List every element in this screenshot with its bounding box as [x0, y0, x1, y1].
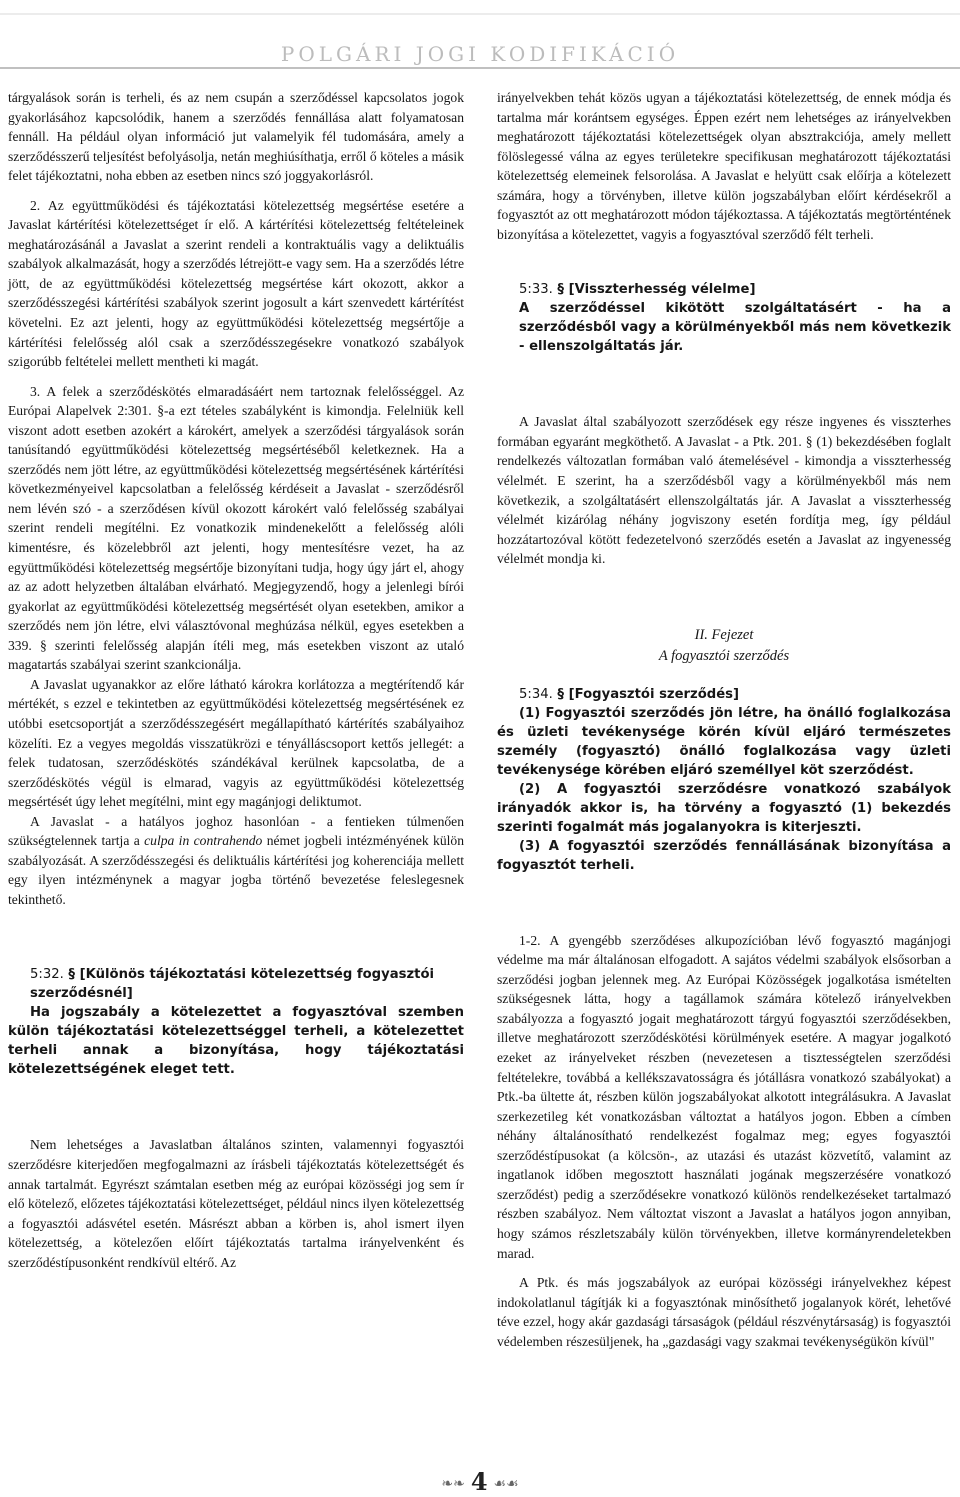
section-heading-5-32: [8, 965, 464, 1003]
section-title: § [Fogyasztói szerződés]: [557, 686, 740, 702]
paragraph: A Ptk. és más jogszabályok az európai közösségi irányelvekhez képest indokolatlanul tágítják ki a fogyasztónak minősíthető jogalanyok körét, lehetővé téve ezzel, hogy akár gazdasági társaságok (például részvénytársaság) is fogyasztói védelemben részesüljenek, ha „gazdasági vagy szakmai tevékenységükön kívül": [497, 1275, 951, 1349]
masthead: [0, 0, 960, 72]
chapter-title: A fogyasztói szerződés: [658, 647, 790, 664]
paragraph: irányelvekben tehát közös ugyan a tájékoztatási kötelezettség, de ennek módja és tartalma már korántsem egységes. Éppen ezért nem lehetséges az irányelvekben meghatározott tájékoztatási kötelezettségek olyan absztrakciója, amely mellett fölöslegessé válna az egyes területekre specifikusan meghatározott tájékoztatási kötelezettség elemeinek felsorolása. A Javaslat e helyütt csak előírja a kötelezett számára, hogy a törvényben, illetve külön jogszabályban előírt kérdésekről a fogyasztót az ott meghatározott módon tájékoztassa. A tájékoztatás megtörténtének bizonyítása a kötelezettet, vagyis a fogyasztóval szerződő félt terheli.: [497, 90, 951, 242]
section-rule: Ha jogszabály a kötelezettet a fogyasztóval szemben külön tájékoztatási kötelezettséggel terheli, a kötelezettet terheli annak a bizonyítása, hogy tájékoztatási kötelezettségének eleget tett.: [8, 1005, 464, 1078]
chapter-number: II. Fejezet: [694, 626, 754, 643]
section-rule: A szerződéssel kikötött szolgáltatásért - ha a szerződésből vagy a körülményekből más nem következik - ellenszolgáltatás jár.: [519, 301, 951, 355]
page-footer: [0, 1467, 960, 1496]
paragraph: tárgyalások során is terheli, és az nem csupán a szerződéssel kapcsolatos jogok gyakorlásához kapcsolódik, hanem a szerződés fennállása alatt folyamatosan fennáll. Ha például olyan információ jut valamelyik fél tudomására, amely a szerződésszerű teljesítést befolyásolja, netán meghiúsíthatja, erről ő köteles a másik felet tájékoztatni, noha ebben az esetben nincs szó joggyakorlásról.: [8, 90, 464, 184]
section-number: 5:33.: [519, 282, 553, 298]
section-number: 5:34.: [519, 686, 553, 702]
paragraph: 1-2. A gyengébb szerződéses alkupozícióban lévő fogyasztó magánjogi védelme ma már általánosan elfogadott. A sajátos védelmi szabályok elsősorban a szerződési jogban jelennek meg. Az Európai Közösségek jogalkotása ismételten szükségesnek látta, hogy a tagállamok számára kötelező irányelvekben szabályozza a fogyasztó jogait meghatározott tárgyú fogyasztói szerződésekben, illetve meghatározott szerződéskötési körülmények esetére. A magyar jogalkotó ezeket az irányelveket részben (nevezetesen a tisztességtelen szerződési feltételekre, továbbá a kellékszavatosságra és jótállásra vonatkozó szabályokat) a Ptk.-ba ültette át, részben külön jogszabályokat alkotott integrálásukra. A Javaslat szerkezetileg két vonatkozásban változtat a hatályos jogon. Ebben a címben néhány általánosítható rendelkezést fogalmaz meg; egyes fogyasztói szerződéstípusokat (a kölcsön-, az utazási és utazást közvetítő, valamint az ingatlanok időben megosztott használati jogának megszerzésére vonatkozó szerződést) pedig a szerződésekre vonatkozó különös rendelkezéseket tartalmazó részben szabályoz. Nem változtat viszont a Javaslat a hatályos jogon annyiban, hogy számos részletszabály külön törvényekben, illetve kormányrendeletekben marad.: [497, 932, 951, 1261]
section-rule-2: (2) A fogyasztói szerződésre vonatkozó szabályok irányadók akkor is, ha törvény a fogyasztó (1) bekezdés szerinti fogalmát más jogalanyokra is kiterjeszti.: [497, 781, 951, 835]
page-number: 4: [470, 1467, 488, 1496]
paragraph: Nem lehetséges a Javaslatban általános szinten, valamennyi fogyasztói szerződésre kiterjedően megfogalmazni az írásbeli tájékoztatás kötelezettségét és annak tartalmát. Egyrészt számtalan esetben még az európai közösségi jog sem ír elő kötelező, előzetes tájékoztatási kötelezettséget, például nincs ilyen kötelezettség a fogyasztói adásvétel esetén. Másrészt abban a körben is, ahol ismert ilyen kötelezettség, a kötelezően előírt tájékoztatás tartalma irányelvenként és szerződéstípusonként rendkívül eltérő. Az: [8, 1137, 464, 1270]
ornament-right-icon: ☙☙: [493, 1475, 519, 1492]
section-heading-5-34: [497, 685, 951, 704]
left-column: [8, 88, 464, 1272]
section-rule-1: (1) Fogyasztói szerződés jön létre, ha önálló foglalkozása és üzleti tevékenysége körén kívül eljáró természetes személy (fogyasztó) önálló foglalkozása vagy üzleti tevékenysége körében eljáró személlyel köt szerződést.: [497, 705, 951, 778]
masthead-title: POLGÁRI JOGI KODIFIKÁCIÓ: [280, 42, 680, 66]
section-number: 5:32.: [30, 967, 64, 983]
section-rule-3: (3) A fogyasztói szerződés fennállásának bizonyítása a fogyasztót terheli.: [497, 838, 951, 873]
paragraph: A Javaslat által szabályozott szerződések egy része ingyenes és visszterhes formában egyaránt megköthető. A Javaslat - a Ptk. 201. § (1) bekezdésében foglalt rendelkezés változatlan formában való átemelésével - kimondja a visszterhesség vélelmét. E szerint, ha a szerződésből vagy a körülményekből más nem következik, a szolgáltatásért ellenszolgáltatás jár. A Javaslat a visszterhesség vélelmét kizárólag néhány jogviszony esetén fordítja meg, így például hozzátartozóval kötött fedezetelvonó szerződés esetén a Javaslat az ingyenesség vélelmét mondja ki.: [497, 414, 951, 567]
paragraph-text: német jogbeli intézményének külön szabályozását. A szerződésszegési és deliktuális kártérítési jog koherenciája mellett egy ilyen intézménynek a magyar jogba történő bevezetése feleslegesnek tekinthető.: [8, 833, 464, 907]
section-heading-5-33: [497, 280, 951, 299]
paragraph: [8, 812, 464, 910]
section-title: § [Különös tájékoztatási kötelezettség fogyasztói szerződésnél]: [30, 967, 435, 1002]
section-title: § [Visszterhesség vélelme]: [557, 282, 756, 298]
paragraph-text: A Javaslat - a hatályos joghoz hasonlóan - a fentieken túlmenően szükségtelennek tartja a: [8, 813, 464, 849]
ornament-left-icon: ❧❧: [441, 1475, 465, 1492]
latin-term: culpa in contrahendo: [144, 833, 263, 849]
right-column: [497, 88, 951, 1351]
paragraph: 3. A felek a szerződéskötés elmaradásáért nem tartoznak felelősséggel. Az Európai Alapelvek 2:301. §-a ezt tételes szabályként is kimondja. Felelniük kell viszont adott esetben azokért a károkért, amelyek a szerződési tárgyalások során tanúsítandó együttműködési kötelezettség megsértéséből keletkeznek. Ha a szerződés nem jött létre, az együttműködési kötelezettség megsértésének kártérítési következményeivel kapcsolatban a felelősség kérdéseit a Javaslat - szerződésről nem lévén szó - a szerződésen kívül okozott károkért való felelősség szabályai szerint rendeli megítélni. Ez vonatkozik mindenekelőtt a felelősség alóli kimentésre, és közelebbről azt jelenti, hogy mentesítésre vezet, ha az együttműködési kötelezettség megsértője bizonyítani tudja, hogy úgy járt el, ahogy az az adott helyzetben általában elvárható. Megjegyzendő, hogy a jelenlegi bírói gyakorlat az együttműködési kötelezettség megsértését olyan esetekben, amikor a szerződés nem jön létre, elvi választóvonal meghúzása nélkül, egyes esetekben a 339. § szerinti felelősség alapján ítéli meg, más esetekben viszont az utaló magatartás szabályai szerint szankcionálja.: [8, 383, 464, 673]
paragraph: 2. Az együttműködési és tájékoztatási kötelezettség megsértése esetére a Javaslat kártérítési kötelezettséget ír elő. A kártérítési kötelezettség feltételeinek meghatározásánál a Javaslat a szerint rendeli a kontraktuális vagy a deliktuális szabályok alkalmazását, hogy a szerződés létrejött-e vagy sem. Ha a szerződés létre jött, de az együttműködési kötelezettség megsértése kárt okozott, akkor a szerződésszegési kártérítési szabályok szerint jogosult a kárt szenvedett kártérítést követelni. Ez azt jelenti, hogy az együttműködési kötelezettség megsértője a kártérítési felelősség alól csak a szerződésszegésekre vonatkozó szabályok szigorúbb feltételei mellett mentheti ki magát.: [8, 197, 464, 370]
paragraph: A Javaslat ugyanakkor az előre látható károkra korlátozza a megtérítendő kár mértékét, s ezzel e tekintetben az együttműködési kötelezettség megsértésének ez utóbbi esetcsoportját a szerződésszegésért megállapítható kártérítés szabályaihoz közelíti. Ez a vegyes megoldás visszatükrözi e tényálláscsoport kettős jellegét: a felek tudatosan, szerződéskötés szándékával kerülnek kapcsolatba, de a szerződéskötés végül is elmarad, vagyis az együttműködési kötelezettség megsértését úgy lehet megítélni, mint egy magánjogi deliktumot.: [8, 676, 464, 810]
